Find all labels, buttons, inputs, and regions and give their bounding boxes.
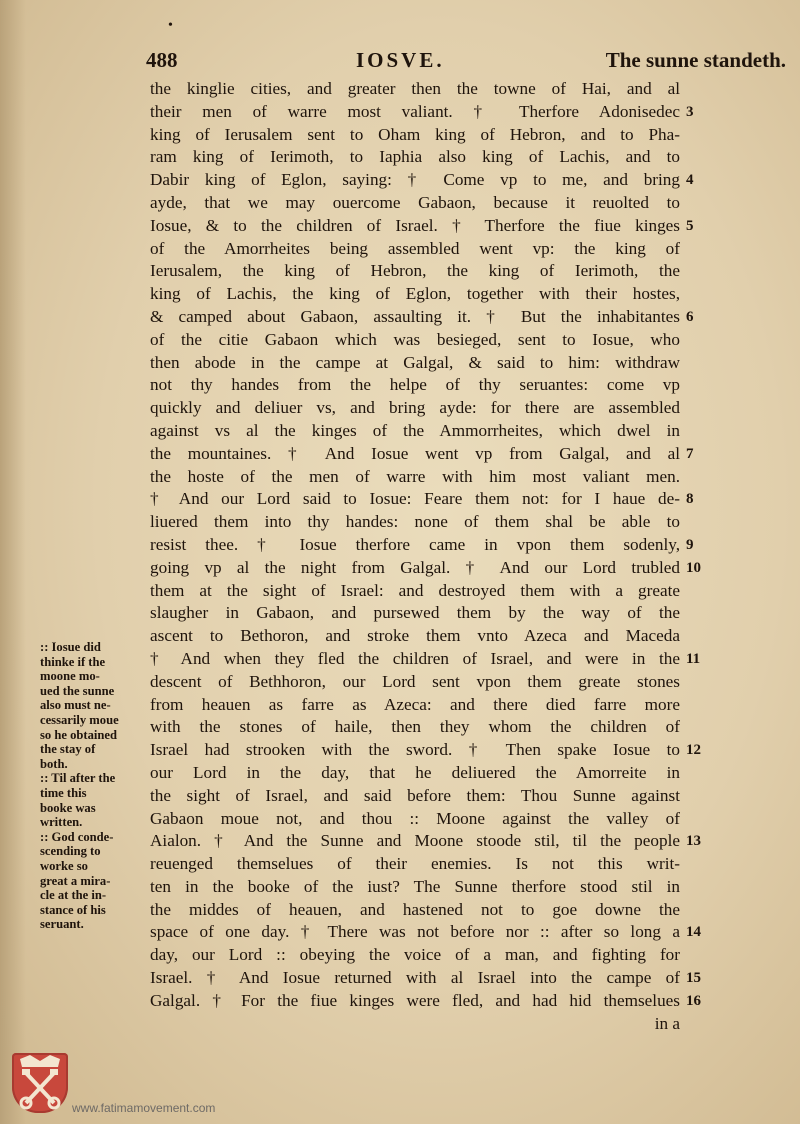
verse-number [686,853,726,876]
verse-number [686,785,726,808]
margin-note-line: moone mo- [40,669,100,684]
text-line: against vs al the kinges of the Ammorrheites, which dwel in [150,420,680,440]
text-line: reuenged themselues of their enemies. Is not this writ- [150,854,680,874]
verse-number [686,260,726,283]
text-line: & camped about Gabaon, assaulting it. † But the inhabitantes [150,306,680,326]
margin-note-line: great a mira- [40,873,111,888]
text-line: king of Ierusalem sent to Oham king of Hebron, and to Pha- [150,124,680,144]
text-line: king of Lachis, the king of Eglon, together with their hostes, [150,284,680,304]
gutter-shadow [0,0,26,1124]
text-line: ayde, that we may ouercome Gabaon, because it reuolted to [150,192,680,212]
text-line: from heauen as farre as Azeca: and there died farre more [150,694,680,714]
text-line: them at the sight of Israel: and destroyed them with a greate [150,580,680,600]
text-line: † And our Lord said to Iosue: Feare them not: for I haue de- [150,489,680,509]
text-line: in a [654,1013,680,1033]
text-line: † And when they fled the children of Israel, and were in the [150,648,680,668]
margin-note-line: worke so [40,858,88,873]
verse-number: 4 [686,172,694,189]
text-line: the sight of Israel, and said before them: Thou Sunne against [150,785,680,805]
verse-number: 10 [686,559,701,576]
text-line: space of one day. † There was not before nor :: after so long a [150,922,680,942]
book-title: IOSVE. [356,48,445,72]
margin-note-line: ued the sunne [40,683,115,698]
margin-note-line: seruant. [40,917,84,932]
verse-number [686,762,726,785]
page-number: 488 [146,48,178,72]
text-line: not thy handes from the helpe of thy seruantes: come vp [150,375,680,395]
verse-number [686,580,726,603]
verse-number: 13 [686,833,701,850]
verse-number [686,716,726,739]
text-line: with the stones of haile, then they whom the children of [150,717,680,737]
verse-number: 16 [686,992,701,1009]
verse-number [686,238,726,261]
text-line: our Lord in the day, that he deliuered the Amorreite in [150,762,680,782]
margin-note-line: :: God conde- [40,829,114,844]
printer-mark: • [168,18,173,33]
margin-note-line: the stay of [40,742,96,757]
text-line: Dabir king of Eglon, saying: † Come vp to me, and bring [150,170,680,190]
main-text-column [150,78,680,1035]
text-line: their men of warre most valiant. † Therfore Adonisedec [150,101,680,121]
verse-number [686,466,726,489]
verse-number [686,283,726,306]
text-line: the mountaines. † And Iosue went vp from Galgal, and al [150,443,680,463]
verse-number: 8 [686,491,694,508]
margin-note-line: thinke if the [40,654,106,669]
verse-number-column [686,78,726,1035]
text-line: of the citie Gabaon which was besieged, sent to Iosue, who [150,329,680,349]
verse-number [686,1013,726,1036]
verse-number: 12 [686,742,701,759]
margin-note-line: :: Iosue did [40,640,101,654]
text-line: day, our Lord :: obeying the voice of a man, and fighting for [150,945,680,965]
text-line: Iosue, & to the children of Israel. † Therfore the fiue kinges [150,215,680,235]
margin-note [40,640,150,932]
margin-note-line: also must ne- [40,698,111,713]
text-line: of the Amorrheites being assembled went vp: the king of [150,238,680,258]
verse-number [686,694,726,717]
text-line: Aialon. † And the Sunne and Moone stoode stil, til the people [150,831,680,851]
text-line: ten in the booke of the iust? The Sunne therfore stood stil in [150,876,680,896]
text-line: resist thee. † Iosue therfore came in vpon them sodenly, [150,534,680,554]
verse-number [686,420,726,443]
running-title: The sunne standeth. [605,48,786,72]
verse-number [686,329,726,352]
margin-note-line: written. [40,815,83,830]
text-line: the hoste of the men of warre with him most valiant men. [150,466,680,486]
margin-note-line: cessarily moue [40,712,119,727]
text-line: Gabaon moue not, and thou :: Moone against the valley of [150,808,680,828]
margin-note-line: stance of his [40,902,106,917]
verse-number: 6 [686,308,694,325]
text-line: Ierusalem, the king of Hebron, the king of Ierimoth, the [150,261,680,281]
margin-note-line: cle at the in- [40,888,107,903]
margin-note-line: booke was [40,800,96,815]
verse-number [686,944,726,967]
text-line: ascent to Bethoron, and stroke them vnto Azeca and Maceda [150,626,680,646]
verse-number: 15 [686,970,701,987]
text-line: Israel had strooken with the sword. † Then spake Iosue to [150,740,680,760]
verse-number [686,192,726,215]
verse-number [686,625,726,648]
text-line: then abode in the campe at Galgal, & said to him: withdraw [150,352,680,372]
verse-number [686,899,726,922]
verse-number [686,671,726,694]
papal-keys-emblem-icon [12,1053,68,1113]
text-line: Israel. † And Iosue returned with al Israel into the campe of [150,968,680,988]
text-line: the middes of heauen, and hastened not to goe downe the [150,899,680,919]
verse-number [686,397,726,420]
verse-number: 9 [686,536,694,553]
text-line: the kinglie cities, and greater then the towne of Hai, and al [150,79,680,98]
text-line: liuered them into thy handes: none of them shal be able to [150,512,680,532]
verse-number [686,876,726,899]
website-url: www.fatimamovement.com [72,1101,216,1115]
margin-note-line: scending to [40,844,101,859]
verse-number: 5 [686,217,694,234]
text-line: Galgal. † For the fiue kinges were fled, and had hid themselues [150,990,680,1010]
verse-number [686,808,726,831]
verse-number: 14 [686,924,701,941]
margin-note-line: so he obtained [40,727,117,742]
margin-note-line: :: Til after the [40,771,116,786]
verse-number [686,124,726,147]
verse-number: 11 [686,650,701,667]
verse-number [686,78,726,101]
margin-note-line: time this [40,785,87,800]
text-line: ram king of Ierimoth, to Iaphia also king of Lachis, and to [150,147,680,167]
verse-number [686,511,726,534]
text-line: going vp al the night from Galgal. † And our Lord trubled [150,557,680,577]
verse-number [686,602,726,625]
text-line: descent of Bethhoron, our Lord sent vpon them greate stones [150,671,680,691]
verse-number [686,146,726,169]
margin-note-line: both. [40,756,68,771]
verse-number [686,374,726,397]
page-header [146,48,786,78]
verse-number: 7 [686,445,694,462]
text-line: quickly and deliuer vs, and bring ayde: for there are assembled [150,398,680,418]
verse-number: 3 [686,103,694,120]
text-line: slaugher in Gabaon, and pursewed them by the way of the [150,603,680,623]
verse-number [686,352,726,375]
